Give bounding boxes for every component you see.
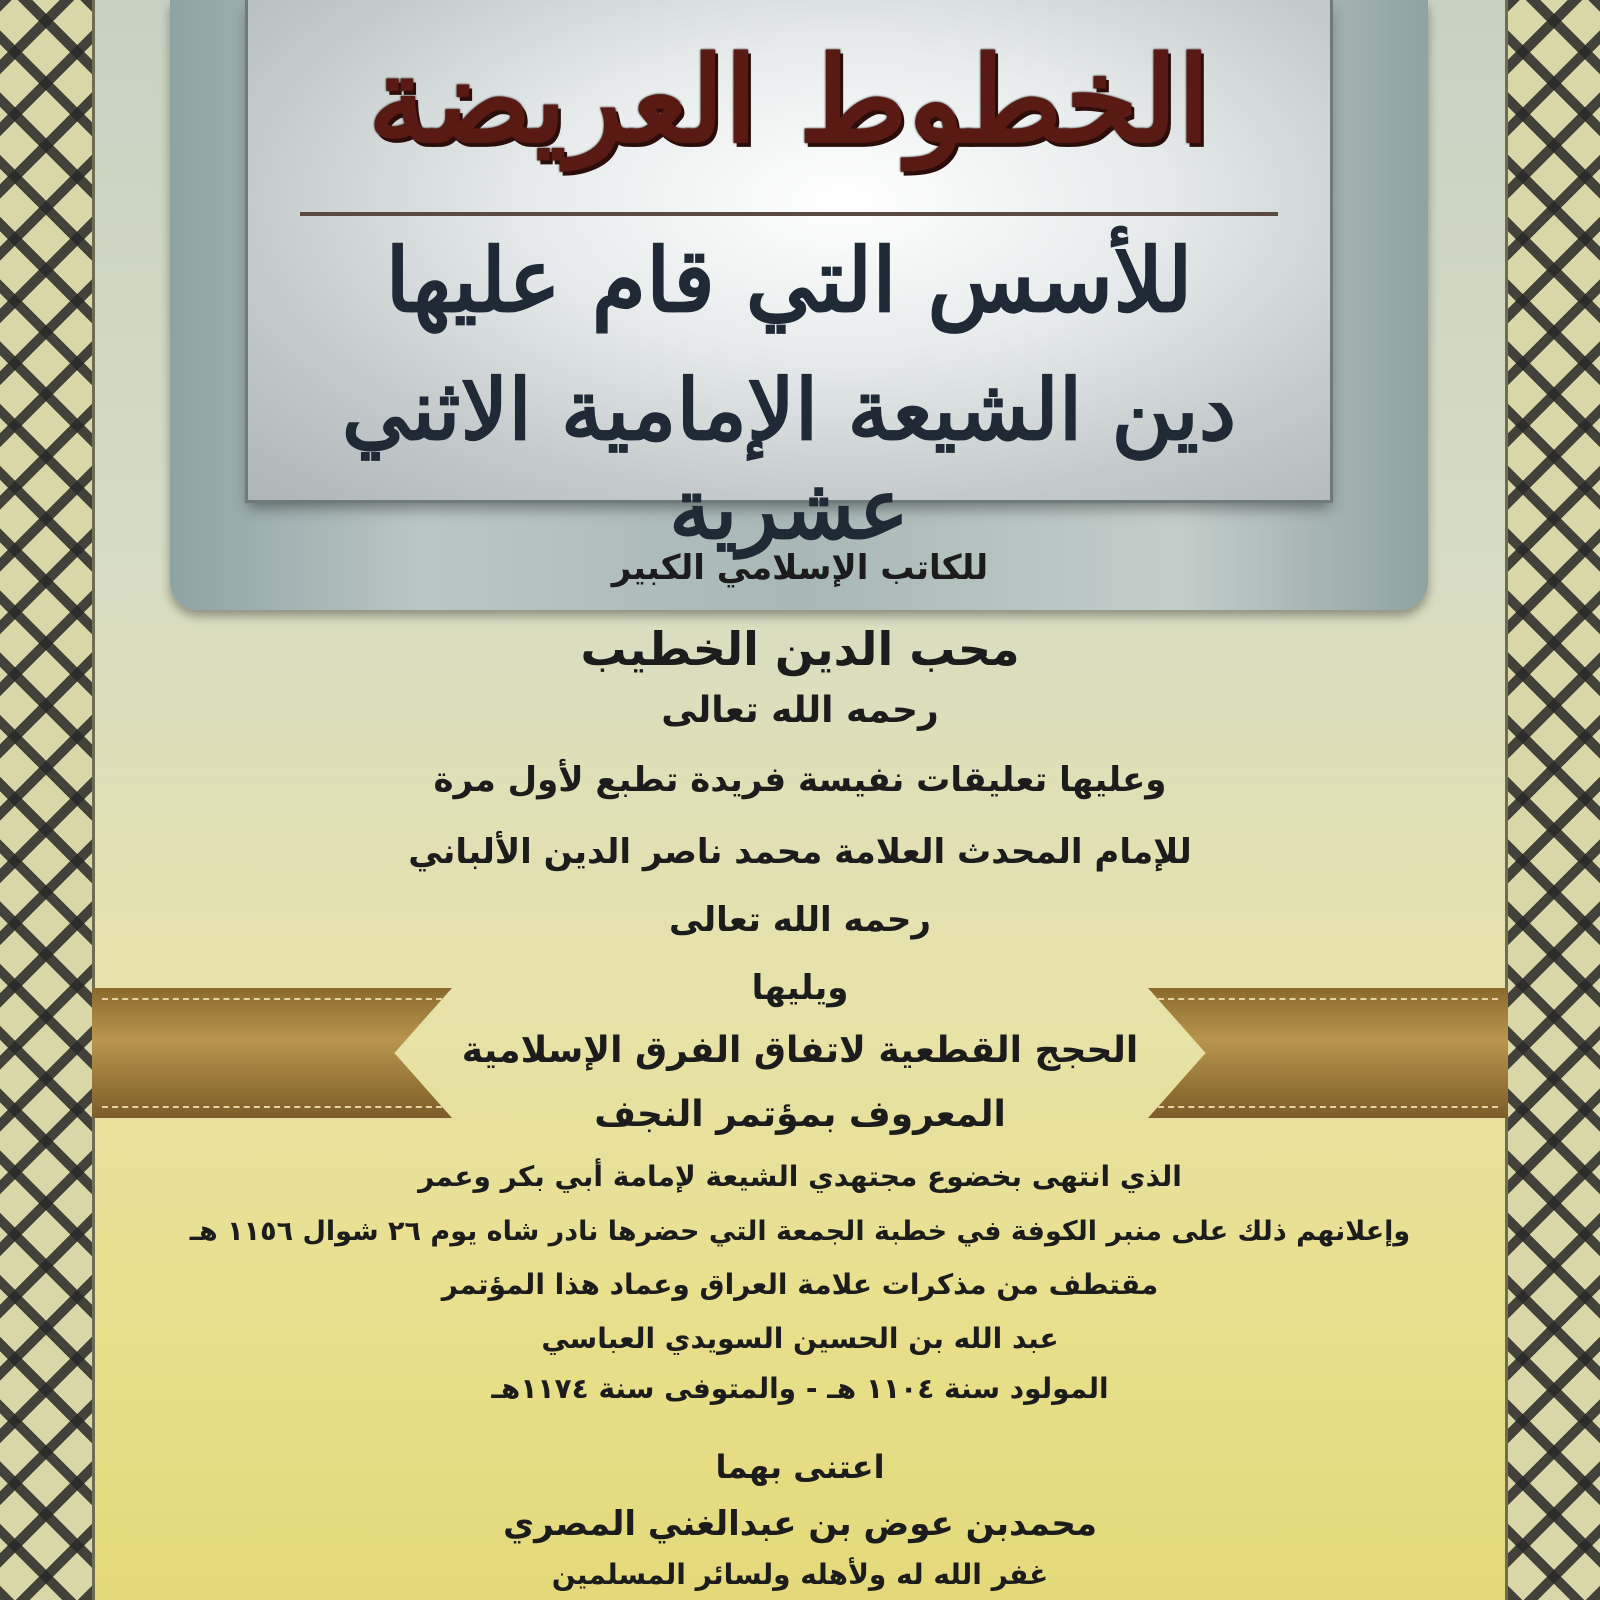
editor-name: محمدبن عوض بن عبدالغني المصري [502,1504,1097,1544]
editor-intro: اعتنى بهما [715,1448,885,1486]
editor-prayer: غفر الله له ولأهله ولسائر المسلمين [551,1558,1049,1591]
subtitle-line-2: دين الشيعة الإمامية الاثني عشرية [341,360,1237,558]
subtitle-line-1: للأسس التي قام عليها [385,228,1193,332]
appendix-desc-2: وإعلانهم ذلك على منبر الكوفة في خطبة الجمعة التي حضرها نادر شاه يوم ٢٦ شوال ١١٥٦ هـ [189,1216,1411,1247]
author-intro: للكاتب الإسلامي الكبير [611,548,989,588]
appendix-title: الحجج القطعية لاتفاق الفرق الإسلامية [461,1030,1139,1071]
author-prayer: رحمه الله تعالى [661,690,939,731]
commentary-line-2: للإمام المحدث العلامة محمد ناصر الدين الألباني [408,832,1192,872]
appendix-author: عبد الله بن الحسين السويدي العباسي [541,1322,1059,1355]
left-geometric-border [0,0,95,1600]
author-name: محب الدين الخطيب [580,622,1020,676]
appendix-desc-1: الذي انتهى بخضوع مجتهدي الشيعة لإمامة أبي بكر وعمر [418,1160,1182,1193]
title-plate [248,0,1330,558]
main-title: الخطوط العريضة [367,30,1211,169]
commentary-line-1: وعليها تعليقات نفيسة فريدة تطبع لأول مرة [433,760,1167,800]
right-geometric-border [1505,0,1600,1600]
appendix-dates: المولود سنة ١١٠٤ هـ - والمتوفى سنة ١١٧٤هـ [491,1372,1109,1405]
appendix-known-as: المعروف بمؤتمر النجف [594,1094,1006,1135]
followed-by: ويليها [751,968,849,1008]
title-divider [300,212,1278,216]
appendix-desc-3: مقتطف من مذكرات علامة العراق وعماد هذا المؤتمر [441,1268,1159,1301]
commentary-prayer: رحمه الله تعالى [669,900,931,940]
